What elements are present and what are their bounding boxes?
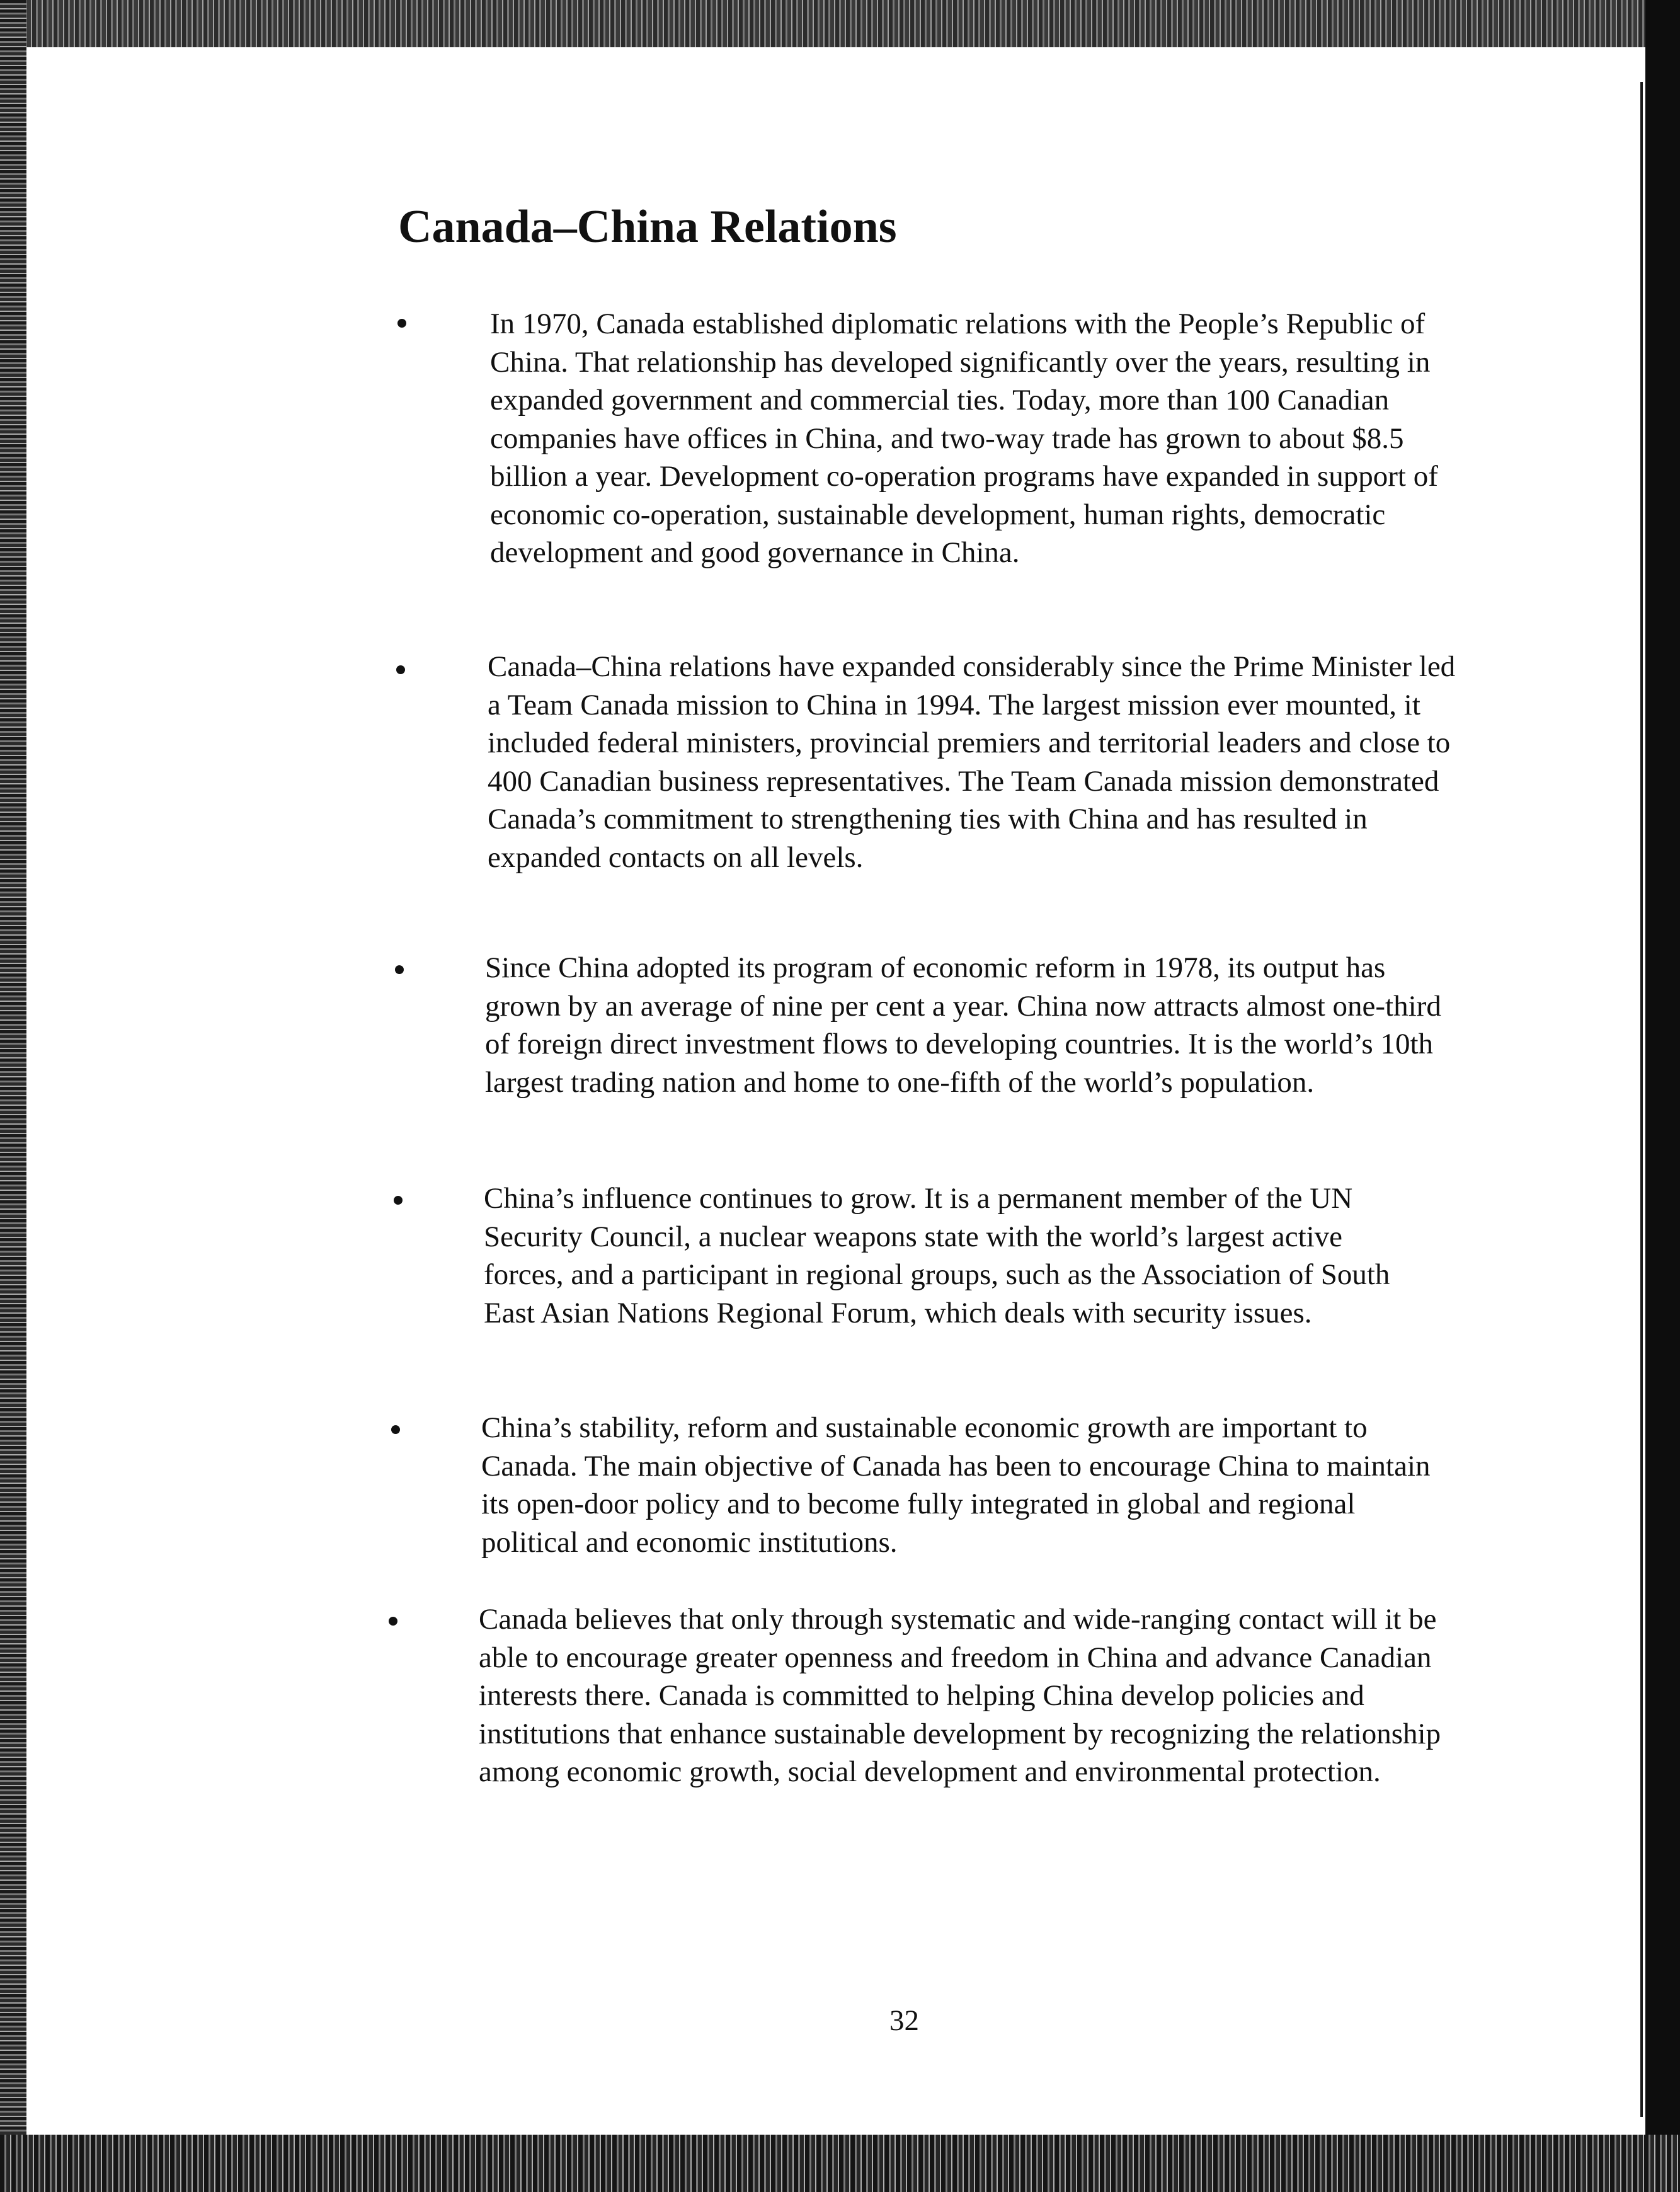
- bullet-icon: [394, 1196, 403, 1205]
- bullet-text: China’s influence continues to grow. It is a permanent member of the UN Security Council, a nuclear weapons state with the world’s largest active forces, and a participant in regional groups, such as the Association of South East Asian Nations Regional Forum, which deals with security issues.: [484, 1182, 1390, 1329]
- bullet-text: Since China adopted its program of economic reform in 1978, its output has grown by an average of nine per cent a year. China now attracts almost one-third of foreign direct investment flows to developing countries. It is the world’s 10th largest trading nation and home to one-fifth of the world’s population.: [485, 951, 1441, 1099]
- right-margin-rule: [1640, 82, 1643, 2117]
- page-number: 32: [889, 2004, 919, 2037]
- bullet-icon: [389, 1617, 397, 1626]
- bullet-icon: [391, 1425, 400, 1434]
- scan-border-bottom: [0, 2135, 1680, 2192]
- page-title: Canada–China Relations: [398, 201, 897, 253]
- bullet-text: Canada believes that only through systematic and wide-ranging contact will it be able to encourage greater openness and freedom in China and advance Canadian interests there. Canada is committed to helping China develop policies and institutions that enhance sustainable development by recognizing the relationship among economic growth, social development and environmental protection.: [479, 1603, 1441, 1788]
- bullet-text: In 1970, Canada established diplomatic relations with the People’s Republic of China. That relationship has developed significantly over the years, resulting in expanded government and commercial ties. Today, more than 100 Canadian companies have offices in China, and two-way trade has grown to about $8.5 billion a year. Development co-operation programs have expanded in support of economic co-operation, sustainable development, human rights, democratic development and good governance in China.: [490, 307, 1438, 569]
- scan-border-top: [0, 0, 1680, 47]
- bullet-text: Canada–China relations have expanded considerably since the Prime Minister led a Team Canada mission to China in 1994. The largest mission ever mounted, it included federal ministers, provincial premiers and territorial leaders and close to 400 Canadian business representatives. The Team Canada mission demonstrated Canada’s commitment to strengthening ties with China and has resulted in expanded contacts on all levels.: [488, 650, 1456, 874]
- bullet-icon: [397, 319, 406, 328]
- bullet-icon: [396, 665, 405, 674]
- bullet-icon: [395, 965, 404, 974]
- scan-border-left: [0, 0, 26, 2192]
- scan-border-right: [1645, 0, 1680, 2192]
- bullet-text: China’s stability, reform and sustainable economic growth are important to Canada. The main objective of Canada has been to encourage China to maintain its open-door policy and to become fully integrated in global and regional political and economic institutions.: [481, 1411, 1431, 1559]
